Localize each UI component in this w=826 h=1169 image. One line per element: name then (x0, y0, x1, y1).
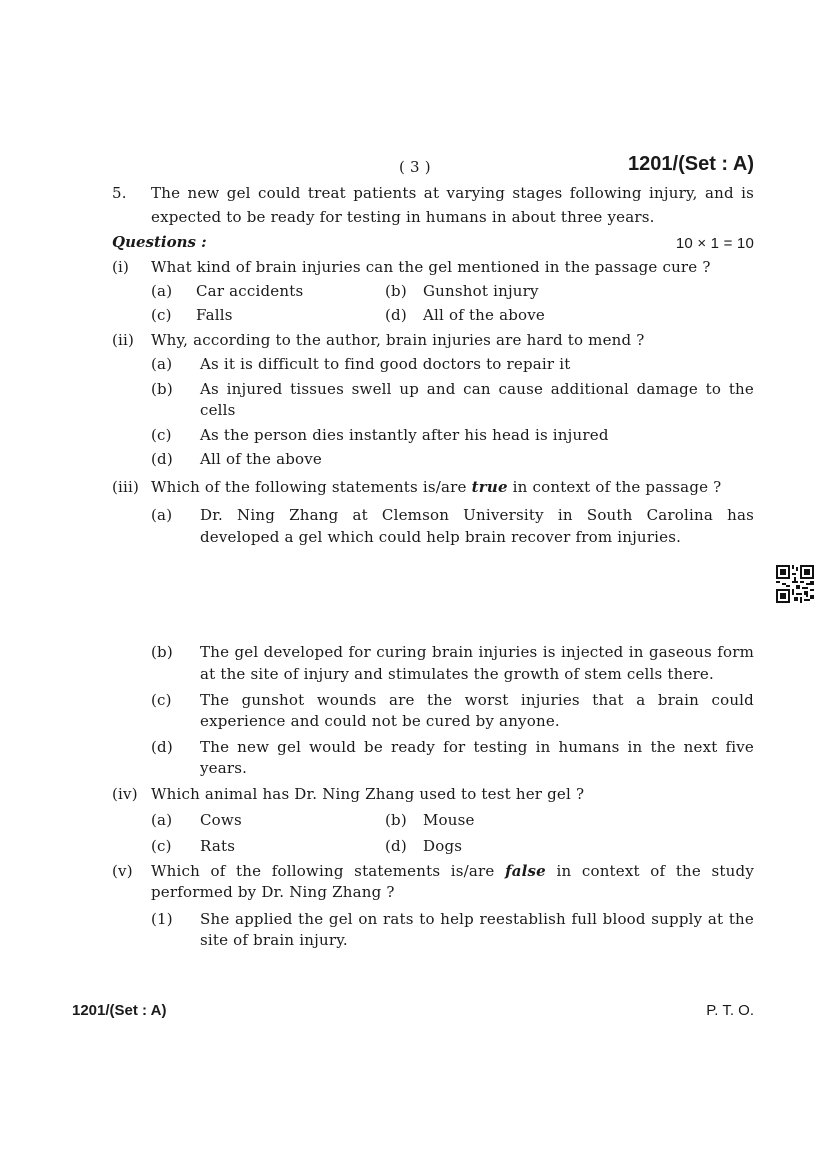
option-letter: (d) (151, 450, 173, 468)
item-text-line2: expected to be ready for testing in humans in about three years. (151, 208, 655, 226)
item-text-line1: The new gel could treat patients at varying stages following injury, and is (151, 184, 754, 202)
question-text: Which animal has Dr. Ning Zhang used to test her gel ? (151, 785, 585, 803)
option-text: As the person dies instantly after his head is injured (200, 426, 609, 444)
question-text: Why, according to the author, brain injuries are hard to mend ? (151, 331, 645, 349)
qr-code (776, 565, 814, 607)
option-letter: (c) (151, 691, 172, 709)
item-number: 5. (112, 184, 127, 202)
option-text: Gunshot injury (423, 282, 539, 300)
option-text-line2: site of brain injury. (200, 931, 348, 949)
question-number: (iii) (112, 478, 140, 496)
option-letter: (b) (385, 811, 407, 829)
option-text: Falls (196, 306, 233, 324)
question-text-line1 (151, 861, 754, 882)
option-text-line1: The gunshot wounds are the worst injuries that a brain could (200, 691, 754, 709)
option-text: Mouse (423, 811, 475, 829)
emphasis-false: false (505, 862, 546, 880)
option-text-line2: experience and could not be cured by anyone. (200, 712, 560, 730)
question-text (151, 477, 721, 498)
question-number: (i) (112, 258, 130, 276)
question-text-line2: performed by Dr. Ning Zhang ? (151, 883, 395, 901)
option-letter: (c) (151, 426, 172, 444)
option-text: All of the above (423, 306, 546, 324)
questions-heading: Questions : (112, 233, 207, 251)
option-letter: (d) (385, 837, 407, 855)
option-letter: (a) (151, 355, 173, 373)
option-text: As it is difficult to find good doctors to repair it (200, 355, 571, 373)
page-number: ( 3 ) (399, 158, 431, 176)
option-text: Dogs (423, 837, 463, 855)
option-text: Car accidents (196, 282, 304, 300)
option-text-line1: Dr. Ning Zhang at Clemson University in South Carolina has (200, 506, 754, 524)
option-text-line2: cells (200, 401, 236, 419)
question-number: (v) (112, 862, 133, 880)
paper-code-header: 1201/(Set : A) (628, 153, 754, 175)
paper-code-footer: 1201/(Set : A) (72, 1002, 167, 1019)
option-text: Cows (200, 811, 242, 829)
question-text-pre: Which of the following statements is/are (151, 478, 467, 496)
question-text-pre: Which of the following statements is/are (151, 862, 495, 880)
option-text-line2: developed a gel which could help brain recover from injuries. (200, 528, 682, 546)
option-letter: (a) (151, 506, 173, 524)
option-letter: (c) (151, 837, 172, 855)
question-number: (ii) (112, 331, 135, 349)
option-letter: (b) (151, 380, 173, 398)
question-text-post: in context of the passage ? (512, 478, 722, 496)
option-letter: (d) (151, 738, 173, 756)
option-letter: (c) (151, 306, 172, 324)
page-turn-note: P. T. O. (706, 1002, 754, 1019)
option-letter: (a) (151, 282, 173, 300)
option-text: Rats (200, 837, 236, 855)
option-text-line2: years. (200, 759, 248, 777)
question-text: What kind of brain injuries can the gel mentioned in the passage cure ? (151, 258, 711, 276)
option-text: All of the above (200, 450, 323, 468)
option-letter: (a) (151, 811, 173, 829)
option-text-line1: The gel developed for curing brain injuries is injected in gaseous form (200, 643, 754, 661)
marks-allocation: 10 × 1 = 10 (675, 235, 754, 252)
option-text-line2: at the site of injury and stimulates the growth of stem cells there. (200, 665, 714, 683)
option-text-line1: The new gel would be ready for testing in humans in the next five (200, 738, 754, 756)
option-letter: (d) (385, 306, 407, 324)
option-letter: (1) (151, 910, 173, 928)
question-number: (iv) (112, 785, 138, 803)
emphasis-true: true (471, 478, 508, 496)
option-text-line1: As injured tissues swell up and can cause additional damage to the (200, 380, 754, 398)
option-text-line1: She applied the gel on rats to help reestablish full blood supply at the (200, 910, 754, 928)
question-text-post: in context of the study (556, 862, 754, 880)
option-letter: (b) (151, 643, 173, 661)
option-letter: (b) (385, 282, 407, 300)
